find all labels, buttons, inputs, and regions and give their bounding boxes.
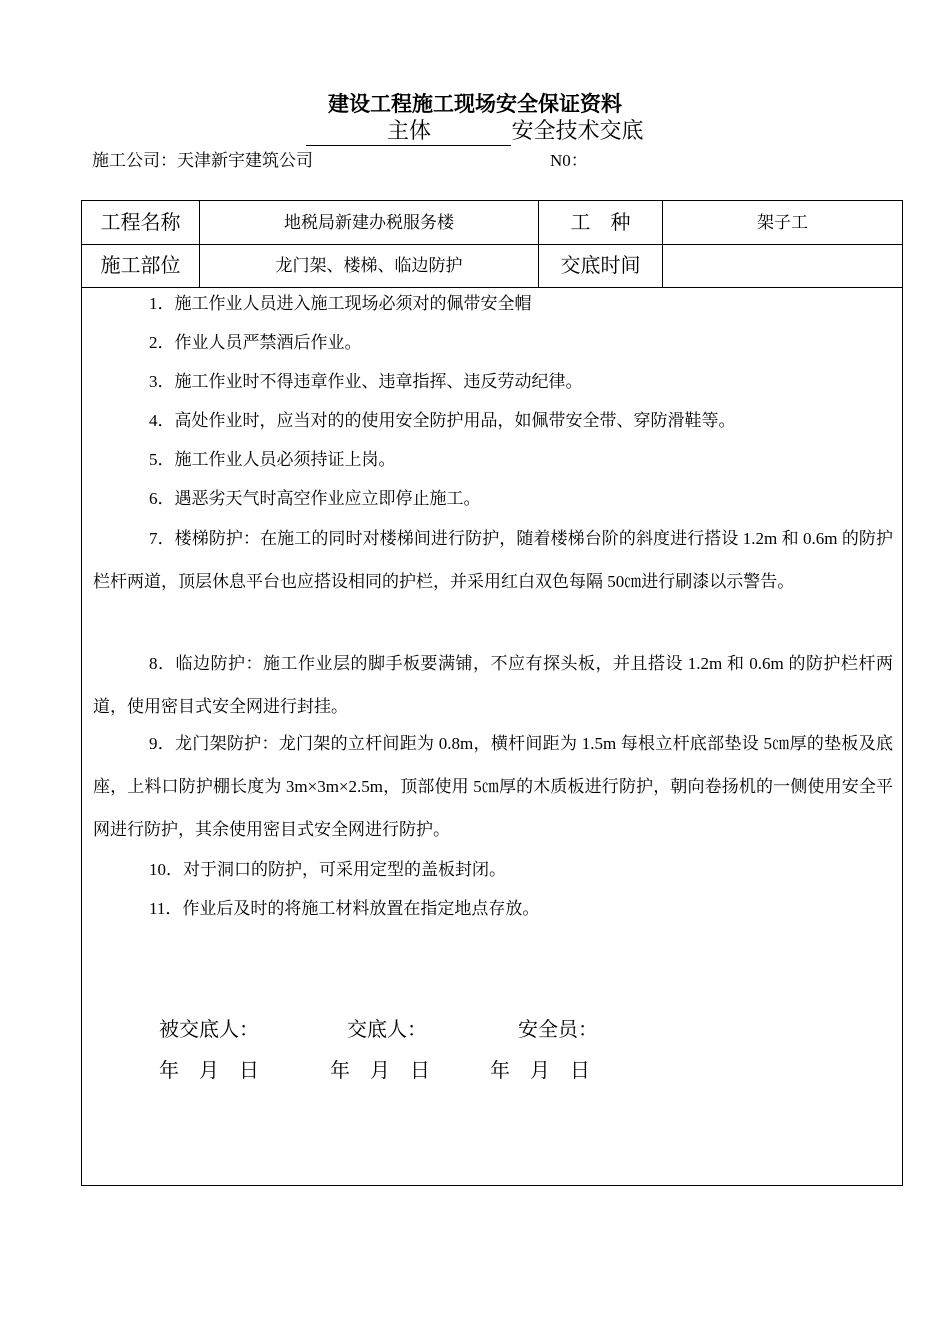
list-item: 7．楼梯防护：在施工的同时对楼梯间进行防护，随着楼梯台阶的斜度进行搭设 1.2m 和 0.6m 的防护栏杆两道，顶层休息平台也应搭设相同的护栏，并采用红白双色每隔 50㎝进行刷漆以示警告。 bbox=[93, 529, 893, 591]
list-item: 8．临边防护：施工作业层的脚手板要满铺，不应有探头板，并且搭设 1.2m 和 0.6m 的防护栏杆两道，使用密目式安全网进行封挂。 bbox=[93, 654, 893, 716]
safety-officer-signature-label: 安全员： bbox=[518, 1017, 598, 1041]
subtitle-text: 安全技术交底 bbox=[511, 119, 644, 144]
list-item: 2．作业人员严禁酒后作业。 bbox=[149, 333, 362, 352]
list-item: 1．施工作业人员进入施工现场必须对的佩带安全帽 bbox=[149, 294, 532, 313]
discloser-date: 年 月 日 bbox=[330, 1058, 430, 1082]
receiver-signature-label: 被交底人： bbox=[159, 1017, 259, 1041]
list-item: 10．对于洞口的防护，可采用定型的盖板封闭。 bbox=[149, 860, 506, 879]
company-name: 天津新宇建筑公司 bbox=[177, 151, 313, 170]
list-item: 5．施工作业人员必须持证上岗。 bbox=[149, 450, 396, 469]
time-label: 交底时间 bbox=[560, 253, 641, 277]
document-title: 建设工程施工现场安全保证资料 bbox=[328, 92, 622, 116]
divider bbox=[662, 201, 663, 287]
list-item: 3．施工作业时不得违章作业、违章指挥、违反劳动纪律。 bbox=[149, 372, 583, 391]
part-label: 施工部位 bbox=[100, 253, 181, 277]
company-line bbox=[92, 146, 892, 171]
project-name-label: 工程名称 bbox=[100, 210, 181, 234]
divider bbox=[199, 201, 200, 287]
divider bbox=[538, 201, 539, 287]
list-item: 9．龙门架防护：龙门架的立杆间距为 0.8m，横杆间距为 1.5m 每根立杆底部垫设 5㎝厚的垫板及底座，上料口防护棚长度为 3m×3m×2.5m，顶部使用 5㎝厚的木质板进行防护，朝向卷扬机的一侧使用安全平网进行防护，其余使用密目式安全网进行防护。 bbox=[93, 734, 893, 839]
document-number-label: N0： bbox=[550, 151, 588, 170]
disclosure-form bbox=[81, 200, 903, 1186]
safety-officer-date: 年 月 日 bbox=[490, 1058, 590, 1082]
list-item: 6．遇恶劣天气时高空作业应立即停止施工。 bbox=[149, 489, 481, 508]
row-project bbox=[82, 201, 902, 245]
project-name-value: 地税局新建办税服务楼 bbox=[284, 213, 454, 232]
company-label: 施工公司： bbox=[92, 151, 177, 170]
part-value: 龙门架、楼梯、临边防护 bbox=[275, 256, 463, 275]
list-item: 4．高处作业时，应当对的的使用安全防护用品，如佩带安全带、穿防滑鞋等。 bbox=[149, 411, 736, 430]
document-subtitle bbox=[0, 114, 950, 146]
discloser-signature-label: 交底人： bbox=[347, 1017, 427, 1041]
trade-label: 工 种 bbox=[570, 210, 631, 234]
trade-value: 架子工 bbox=[757, 213, 808, 232]
list-item: 11．作业后及时的将施工材料放置在指定地点存放。 bbox=[149, 899, 540, 918]
time-value bbox=[663, 244, 902, 287]
subtitle-fill: 主体 bbox=[306, 119, 511, 146]
receiver-date: 年 月 日 bbox=[159, 1058, 259, 1082]
